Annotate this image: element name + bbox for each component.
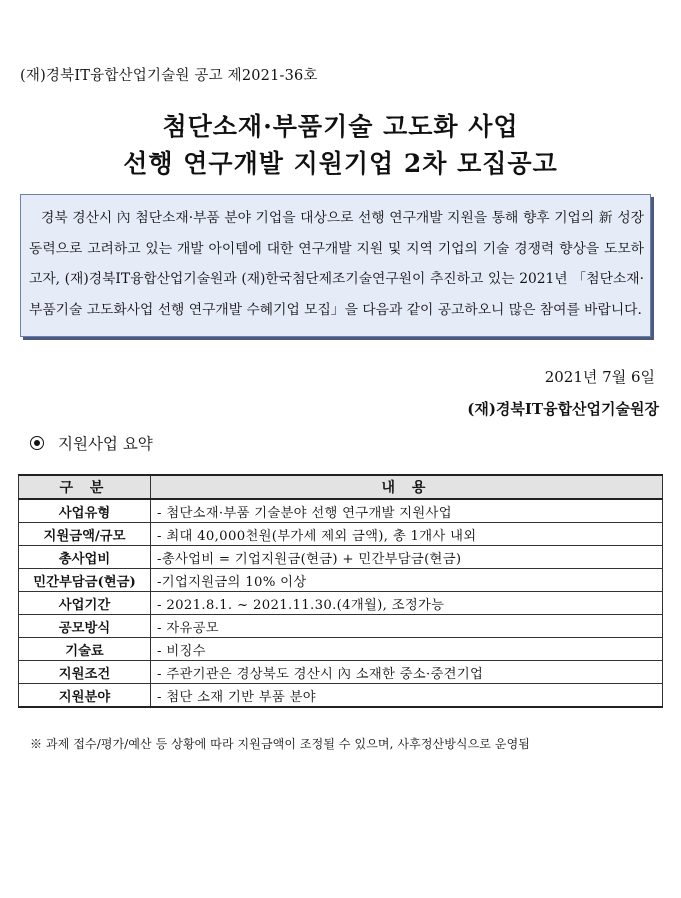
table-row <box>19 615 663 638</box>
row-label: 공모방식 <box>19 615 151 638</box>
table-row <box>19 499 663 523</box>
table-row <box>19 569 663 592</box>
section-title: 지원사업 요약 <box>58 435 153 453</box>
row-content: -총사업비 = 기업지원금(현금) + 민간부담금(현금) <box>151 546 663 569</box>
table-row <box>19 592 663 615</box>
row-content: - 주관기관은 경상북도 경산시 內 소재한 중소·중견기업 <box>151 661 663 684</box>
row-label: 사업유형 <box>19 499 151 523</box>
footnote: ※ 과제 접수/평가/예산 등 상황에 따라 지원금액이 조정될 수 있으며, 사후정산방식으로 운영됨 <box>30 737 530 751</box>
row-label: 지원분야 <box>19 684 151 708</box>
announcement-date: 2021년 7월 6일 <box>544 368 655 386</box>
row-label: 사업기간 <box>19 592 151 615</box>
row-label: 기술료 <box>19 638 151 661</box>
row-content: - 2021.8.1. ~ 2021.11.30.(4개월), 조정가능 <box>151 592 663 615</box>
header-label: 구 분 <box>19 475 151 499</box>
issuer-name: (재)경북IT융합산업기술원장 <box>467 400 659 418</box>
row-content: - 비징수 <box>151 638 663 661</box>
title-line-1: 첨단소재·부품기술 고도화 사업 <box>162 112 519 141</box>
section-heading <box>30 432 153 454</box>
row-label: 총사업비 <box>19 546 151 569</box>
row-content: -기업지원금의 10% 이상 <box>151 569 663 592</box>
table-row <box>19 546 663 569</box>
table-row <box>19 523 663 546</box>
summary-table <box>18 474 663 708</box>
row-content: - 최대 40,000천원(부가세 제외 금액), 총 1개사 내외 <box>151 523 663 546</box>
intro-box: 경북 경산시 內 첨단소재·부품 분야 기업을 대상으로 선행 연구개발 지원을 통해 향후 기업의 新 성장 동력으로 고려하고 있는 개발 아이템에 대한 연구개발 지원 및 지역 기업의 기술 경쟁력 향상을 도모하고자, (재)경북IT융합산업기술원과 (재)한국첨단제조기술연구원이 추진하고 있는 2021년 「첨단소재·부품기술 고도화사업 선행 연구개발 수혜기업 모집」을 다음과 같이 공고하오니 많은 참여를 바랍니다. <box>20 194 651 337</box>
row-label: 민간부담금(현금) <box>19 569 151 592</box>
table-row <box>19 638 663 661</box>
row-content: - 첨단소재·부품 기술분야 선행 연구개발 지원사업 <box>151 499 663 523</box>
row-label: 지원금액/규모 <box>19 523 151 546</box>
title-line-2: 선행 연구개발 지원기업 2차 모집공고 <box>123 149 558 178</box>
table-header-row <box>19 475 663 499</box>
row-content: - 첨단 소재 기반 부품 분야 <box>151 684 663 708</box>
circle-bullet-icon <box>30 436 44 450</box>
table-row <box>19 661 663 684</box>
row-label: 지원조건 <box>19 661 151 684</box>
notice-number: (재)경북IT융합산업기술원 공고 제2021-36호 <box>20 68 318 84</box>
header-content: 내 용 <box>151 475 663 499</box>
row-content: - 자유공모 <box>151 615 663 638</box>
table-row <box>19 684 663 708</box>
